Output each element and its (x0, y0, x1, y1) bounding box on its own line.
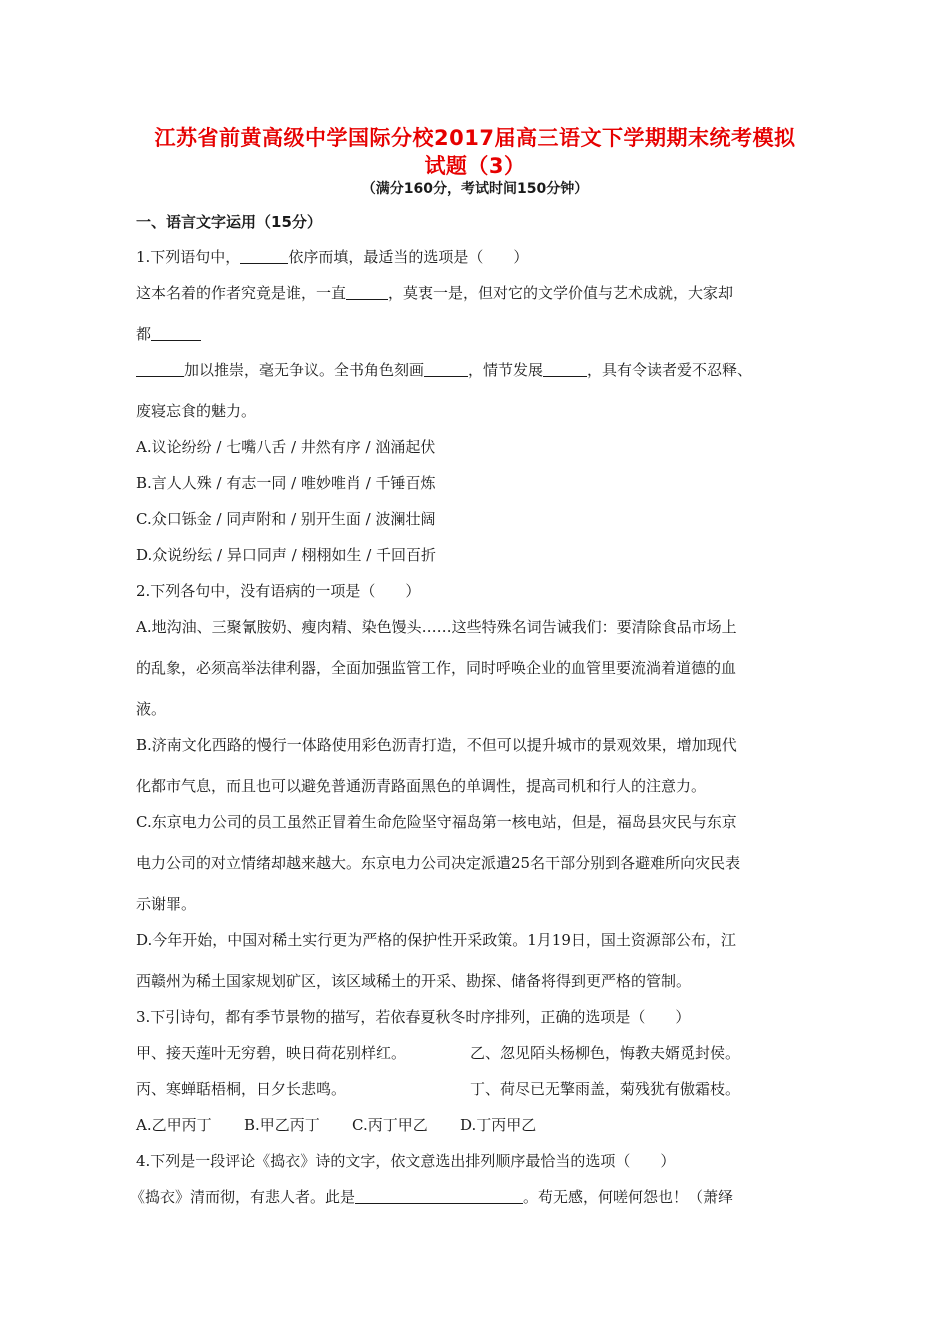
fill-blank (240, 249, 288, 264)
q3-poem-bing: 丙、寒蝉聒梧桐，日夕长悲鸣。 (136, 1080, 347, 1098)
fill-blank (346, 285, 388, 300)
q1-passage-text: ，情节发展 (468, 361, 544, 379)
q2-option-c-line: 电力公司的对立情绪却越来越大。东京电力公司决定派遣25名干部分别到各避难所向灾民表 (136, 854, 741, 872)
q4-stem: 4.下列是一段评论《捣衣》诗的文字，依文意选出排列顺序最恰当的选项（ ） (136, 1152, 676, 1170)
fill-blank (136, 362, 184, 377)
q3-option-a: A.乙甲丙丁 (136, 1116, 212, 1134)
q3-poem-ding: 丁、荷尽已无擎雨盖，菊残犹有傲霜枝。 (470, 1080, 741, 1098)
q2-stem: 2.下列各句中，没有语病的一项是（ ） (136, 582, 421, 600)
q1-option-c: C.众口铄金 / 同声附和 / 别开生面 / 波澜壮阔 (136, 510, 436, 528)
q2-option-b-line: B.济南文化西路的慢行一体路使用彩色沥青打造，不但可以提升城市的景观效果，增加现代 (136, 736, 737, 754)
q2-option-a-line: 液。 (136, 700, 167, 718)
q3-poem-yi: 乙、忽见陌头杨柳色，悔教夫婿觅封侯。 (470, 1044, 741, 1062)
exam-title-line-2: 试题（3） (424, 154, 526, 178)
q1-passage-text: 加以推崇，毫无争议。全书角色刻画 (184, 361, 425, 379)
q1-passage-text: 这本名着的作者究竟是谁，一直 (136, 284, 347, 302)
fill-blank (424, 362, 468, 377)
q1-passage-line-4: 废寝忘食的魅力。 (136, 402, 257, 420)
q3-option-c: C.丙丁甲乙 (352, 1116, 428, 1134)
fill-blank (543, 362, 587, 377)
section-heading: 一、语言文字运用（15分） (136, 213, 322, 231)
q3-poem-jia: 甲、接天莲叶无穷碧，映日荷花别样红。 (136, 1044, 407, 1062)
q4-passage-text: 。苟无感，何嗟何怨也！（萧绎 (523, 1188, 734, 1206)
fill-blank (151, 326, 201, 341)
q1-passage-line-2 (136, 323, 201, 344)
q2-option-c-line: C.东京电力公司的员工虽然正冒着生命危险坚守福岛第一核电站，但是，福岛县灾民与东京 (136, 813, 737, 831)
q3-option-d: D.丁丙甲乙 (460, 1116, 537, 1134)
q1-option-a: A.议论纷纷 / 七嘴八舌 / 井然有序 / 汹涌起伏 (136, 438, 436, 456)
q2-option-d-line: D.今年开始，中国对稀土实行更为严格的保护性开采政策。1月19日，国土资源部公布，江 (136, 931, 736, 949)
q1-passage-line-1 (136, 282, 733, 303)
q4-passage-line (130, 1186, 733, 1207)
q3-option-b: B.甲乙丙丁 (244, 1116, 320, 1134)
q4-passage-text: 《捣衣》清而彻，有悲人者。此是 (130, 1188, 356, 1206)
q1-option-b: B.言人人殊 / 有志一同 / 唯妙唯肖 / 千锤百炼 (136, 474, 436, 492)
q1-stem-part-1: 1.下列语句中， (136, 248, 241, 266)
q1-passage-text: 都 (136, 325, 152, 343)
q1-passage-text: ，莫衷一是，但对它的文学价值与艺术成就，大家却 (388, 284, 734, 302)
q1-stem (136, 246, 528, 267)
exam-title-line-1: 江苏省前黄高级中学国际分校2017届高三语文下学期期末统考模拟 (154, 126, 796, 150)
fill-blank (355, 1189, 523, 1204)
q1-passage-text: ，具有令读者爱不忍释、 (587, 361, 753, 379)
q2-option-a-line: A.地沟油、三聚氰胺奶、瘦肉精、染色馒头……这些特殊名词告诫我们：要清除食品市场上 (136, 618, 737, 636)
q1-stem-part-2: 依序而填，最适当的选项是（ ） (288, 248, 529, 266)
exam-subtitle: （满分160分，考试时间150分钟） (361, 181, 589, 197)
q1-passage-line-3 (136, 359, 752, 380)
q2-option-a-line: 的乱象，必须高举法律利器，全面加强监管工作，同时呼唤企业的血管里要流淌着道德的血 (136, 659, 737, 677)
q3-stem: 3.下引诗句，都有季节景物的描写，若依春夏秋冬时序排列，正确的选项是（ ） (136, 1008, 691, 1026)
q1-option-d: D.众说纷纭 / 异口同声 / 栩栩如生 / 千回百折 (136, 546, 437, 564)
q2-option-d-line: 西赣州为稀土国家规划矿区，该区域稀土的开采、勘探、储备将得到更严格的管制。 (136, 972, 692, 990)
q2-option-c-line: 示谢罪。 (136, 895, 197, 913)
q2-option-b-line: 化都市气息，而且也可以避免普通沥青路面黑色的单调性，提高司机和行人的注意力。 (136, 777, 707, 795)
